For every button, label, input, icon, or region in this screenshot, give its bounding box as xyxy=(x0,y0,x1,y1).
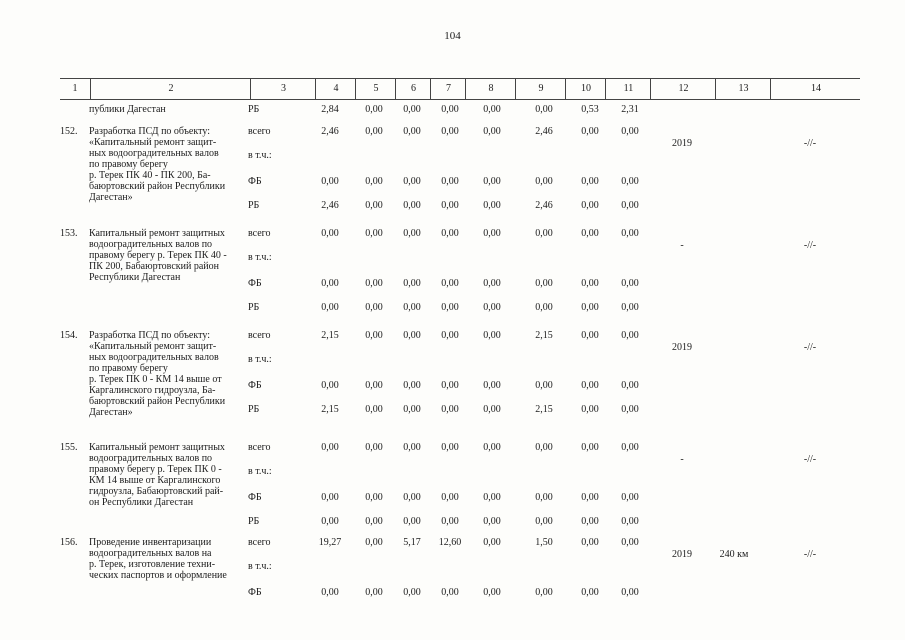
cell-value: 0,00 xyxy=(403,492,421,503)
row-number: 154. xyxy=(60,330,78,341)
cell-value: 0,00 xyxy=(581,228,599,239)
cell-value: 0,00 xyxy=(441,442,459,453)
cell-value: 0,00 xyxy=(321,587,339,598)
cell-value: 0,00 xyxy=(365,404,383,415)
description-line: он Республики Дагестан xyxy=(89,497,194,508)
funding-source: всего xyxy=(248,228,271,239)
cell-value: 0,00 xyxy=(581,200,599,211)
cell-value: 0,00 xyxy=(581,126,599,137)
cell-value: 5,17 xyxy=(403,537,421,548)
cell-value: 0,00 xyxy=(535,278,553,289)
cell-value: 0,00 xyxy=(321,302,339,313)
cell-value: 0,00 xyxy=(483,442,501,453)
cell-value: 19,27 xyxy=(318,537,342,548)
description-line: р. Терек ПК 40 - ПК 200, Ба- xyxy=(89,170,211,181)
description-line: по правому берегу xyxy=(89,159,168,170)
cell-value: 0,00 xyxy=(621,278,639,289)
cell-value: 0,00 xyxy=(321,176,339,187)
header-col-8: 8 xyxy=(465,79,516,99)
cell-value: 0,00 xyxy=(581,404,599,415)
cell-value: 0,00 xyxy=(483,537,501,548)
column-number-header xyxy=(60,78,860,100)
cell-value: 0,00 xyxy=(441,104,459,115)
header-col-4: 4 xyxy=(315,79,356,99)
description-line: ных водооградительных валов xyxy=(89,148,219,159)
funding-source: в т.ч.: xyxy=(248,561,272,572)
cell-value: 2,15 xyxy=(321,404,339,415)
cell-value: 0,00 xyxy=(581,516,599,527)
description-line: ных водооградительных валов xyxy=(89,352,219,363)
cell-value: 0,00 xyxy=(535,302,553,313)
cell-value: 0,00 xyxy=(441,516,459,527)
description-line: гидроузла, Бабаюртовский рай- xyxy=(89,486,224,497)
cell-value: 0,00 xyxy=(483,278,501,289)
cell-value: 0,00 xyxy=(441,176,459,187)
header-col-5: 5 xyxy=(355,79,396,99)
cell-value: 0,00 xyxy=(441,228,459,239)
cell-value: 0,00 xyxy=(441,200,459,211)
cell-value: 0,00 xyxy=(483,404,501,415)
row-description xyxy=(89,104,241,115)
row-number: 155. xyxy=(60,442,78,453)
header-col-14: 14 xyxy=(770,79,861,99)
funding-source: ФБ xyxy=(248,492,262,503)
header-col-1: 1 xyxy=(72,83,78,94)
cell-value: 0,53 xyxy=(581,104,599,115)
description-line: правому берегу р. Терек ПК 0 - xyxy=(89,464,222,475)
header-col-6: 6 xyxy=(395,79,431,99)
row-number: 156. xyxy=(60,537,78,548)
header-col-11: 11 xyxy=(605,79,651,99)
funding-source: РБ xyxy=(248,516,260,527)
cell-value: 0,00 xyxy=(441,330,459,341)
header-col-2: 2 xyxy=(90,79,251,99)
description-line: баюртовский район Республики xyxy=(89,396,226,407)
funding-source: ФБ xyxy=(248,587,262,598)
description-line: правому берегу р. Терек ПК 40 - xyxy=(89,250,227,261)
description-line: баюртовский район Республики xyxy=(89,181,226,192)
cell-value: 12,60 xyxy=(438,537,462,548)
cell-value: 0,00 xyxy=(365,200,383,211)
cell-value: 0,00 xyxy=(403,278,421,289)
cell-value: 0,00 xyxy=(365,516,383,527)
cell-value: 0,00 xyxy=(621,228,639,239)
cell-value: 0,00 xyxy=(581,537,599,548)
cell-value: 0,00 xyxy=(581,380,599,391)
cell-value: 1,50 xyxy=(535,537,553,548)
cell-value: 0,00 xyxy=(365,302,383,313)
description-line: ческих паспортов и оформление xyxy=(89,570,227,581)
cell-value: 2,46 xyxy=(321,200,339,211)
funding-source: ФБ xyxy=(248,176,262,187)
cell-value: 0,00 xyxy=(535,492,553,503)
cell-value: 0,00 xyxy=(483,104,501,115)
cell-value: 0,00 xyxy=(321,442,339,453)
header-col-12: 12 xyxy=(650,79,716,99)
header-col-3: 3 xyxy=(250,79,316,99)
year-cell: 2019 xyxy=(672,342,692,353)
cell-value: 0,00 xyxy=(621,126,639,137)
cell-value: 0,00 xyxy=(483,200,501,211)
header-col-9: 9 xyxy=(515,79,566,99)
unit-cell: 240 км xyxy=(719,549,749,560)
cell-value: 0,00 xyxy=(621,587,639,598)
cell-value: 0,00 xyxy=(441,404,459,415)
page-number: 104 xyxy=(444,30,461,42)
cell-value: 0,00 xyxy=(403,200,421,211)
cell-value: 0,00 xyxy=(403,302,421,313)
cell-value: 0,00 xyxy=(535,442,553,453)
description-line: Дагестан» xyxy=(89,192,133,203)
description-line: р. Терек, изготовление техни- xyxy=(89,559,216,570)
description-line: Разработка ПСД по объекту: xyxy=(89,126,210,137)
year-cell: - xyxy=(680,240,684,251)
description-line: «Капитальный ремонт защит- xyxy=(89,341,217,352)
cell-value: 0,00 xyxy=(403,330,421,341)
note-cell: -//- xyxy=(803,240,817,251)
note-cell: -//- xyxy=(803,138,817,149)
note-cell: -//- xyxy=(803,342,817,353)
cell-value: 0,00 xyxy=(581,492,599,503)
cell-value: 0,00 xyxy=(441,492,459,503)
cell-value: 0,00 xyxy=(403,516,421,527)
funding-source: ФБ xyxy=(248,380,262,391)
description-line: Дагестан» xyxy=(89,407,133,418)
cell-value: 0,00 xyxy=(483,126,501,137)
funding-source: в т.ч.: xyxy=(248,150,272,161)
cell-value: 2,15 xyxy=(321,330,339,341)
cell-value: 0,00 xyxy=(403,176,421,187)
cell-value: 0,00 xyxy=(441,126,459,137)
row-number: 153. xyxy=(60,228,78,239)
cell-value: 0,00 xyxy=(621,200,639,211)
cell-value: 0,00 xyxy=(621,330,639,341)
funding-source: в т.ч.: xyxy=(248,466,272,477)
row-number: 152. xyxy=(60,126,78,137)
cell-value: 0,00 xyxy=(581,587,599,598)
row-description xyxy=(89,228,241,283)
cell-value: 0,00 xyxy=(621,302,639,313)
cell-value: 0,00 xyxy=(365,492,383,503)
description-line: Капитальный ремонт защитных xyxy=(89,442,225,453)
cell-value: 0,00 xyxy=(403,126,421,137)
cell-value: 0,00 xyxy=(441,587,459,598)
cell-value: 0,00 xyxy=(403,404,421,415)
funding-source: всего xyxy=(248,126,271,137)
cell-value: 0,00 xyxy=(483,516,501,527)
cell-value: 2,46 xyxy=(535,126,553,137)
cell-value: 0,00 xyxy=(365,587,383,598)
cell-value: 0,00 xyxy=(535,516,553,527)
note-cell: -//- xyxy=(803,454,817,465)
cell-value: 0,00 xyxy=(403,104,421,115)
description-line: водооградительных валов по xyxy=(89,453,213,464)
note-cell: -//- xyxy=(803,549,817,560)
cell-value: 2,46 xyxy=(321,126,339,137)
cell-value: 0,00 xyxy=(535,587,553,598)
cell-value: 0,00 xyxy=(403,380,421,391)
cell-value: 0,00 xyxy=(581,176,599,187)
funding-source: РБ xyxy=(248,200,260,211)
cell-value: 0,00 xyxy=(321,516,339,527)
description-line: ПК 200, Бабаюртовский район xyxy=(89,261,219,272)
funding-source: РБ xyxy=(248,404,260,415)
cell-value: 2,84 xyxy=(321,104,339,115)
header-col-10: 10 xyxy=(565,79,606,99)
funding-source: ФБ xyxy=(248,278,262,289)
cell-value: 0,00 xyxy=(621,492,639,503)
description-line: по правому берегу xyxy=(89,363,168,374)
description-line: водооградительных валов на xyxy=(89,548,212,559)
description-line: Капитальный ремонт защитных xyxy=(89,228,225,239)
funding-source: всего xyxy=(248,330,271,341)
cell-value: 0,00 xyxy=(365,380,383,391)
cell-value: 2,31 xyxy=(621,104,639,115)
cell-value: 0,00 xyxy=(441,380,459,391)
cell-value: 0,00 xyxy=(365,126,383,137)
header-col-13: 13 xyxy=(715,79,771,99)
cell-value: 0,00 xyxy=(535,228,553,239)
description-line: водооградительных валов по xyxy=(89,239,213,250)
row-description xyxy=(89,537,241,581)
cell-value: 0,00 xyxy=(365,104,383,115)
year-cell: 2019 xyxy=(672,138,692,149)
cell-value: 0,00 xyxy=(621,176,639,187)
year-cell: 2019 xyxy=(672,549,692,560)
cell-value: 0,00 xyxy=(483,492,501,503)
description-line: «Капитальный ремонт защит- xyxy=(89,137,217,148)
header-col-7: 7 xyxy=(430,79,466,99)
cell-value: 0,00 xyxy=(365,442,383,453)
cell-value: 0,00 xyxy=(321,492,339,503)
description-line: КМ 14 выше от Каргалинского xyxy=(89,475,221,486)
cell-value: 0,00 xyxy=(483,302,501,313)
cell-value: 0,00 xyxy=(621,404,639,415)
cell-value: 0,00 xyxy=(403,442,421,453)
cell-value: 0,00 xyxy=(403,587,421,598)
cell-value: 0,00 xyxy=(621,516,639,527)
cell-value: 0,00 xyxy=(441,278,459,289)
cell-value: 2,15 xyxy=(535,404,553,415)
cell-value: 0,00 xyxy=(535,380,553,391)
description-line: Проведение инвентаризации xyxy=(89,537,212,548)
cell-value: 0,00 xyxy=(581,278,599,289)
cell-value: 0,00 xyxy=(441,302,459,313)
cell-value: 0,00 xyxy=(365,278,383,289)
description-line: р. Терек ПК 0 - КМ 14 выше от xyxy=(89,374,222,385)
description-line: публики Дагестан xyxy=(89,104,166,115)
funding-source: в т.ч.: xyxy=(248,252,272,263)
cell-value: 0,00 xyxy=(621,537,639,548)
row-description xyxy=(89,330,241,418)
cell-value: 0,00 xyxy=(321,380,339,391)
description-line: Каргалинского гидроузла, Ба- xyxy=(89,385,216,396)
description-line: Разработка ПСД по объекту: xyxy=(89,330,210,341)
cell-value: 2,46 xyxy=(535,200,553,211)
funding-source: РБ xyxy=(248,104,260,115)
cell-value: 0,00 xyxy=(365,176,383,187)
cell-value: 2,15 xyxy=(535,330,553,341)
cell-value: 0,00 xyxy=(483,380,501,391)
cell-value: 0,00 xyxy=(535,104,553,115)
cell-value: 0,00 xyxy=(321,228,339,239)
cell-value: 0,00 xyxy=(621,380,639,391)
cell-value: 0,00 xyxy=(581,330,599,341)
cell-value: 0,00 xyxy=(581,442,599,453)
year-cell: - xyxy=(680,454,684,465)
cell-value: 0,00 xyxy=(535,176,553,187)
cell-value: 0,00 xyxy=(483,228,501,239)
cell-value: 0,00 xyxy=(581,302,599,313)
funding-source: всего xyxy=(248,537,271,548)
cell-value: 0,00 xyxy=(403,228,421,239)
cell-value: 0,00 xyxy=(483,330,501,341)
funding-source: РБ xyxy=(248,302,260,313)
cell-value: 0,00 xyxy=(365,537,383,548)
description-line: Республики Дагестан xyxy=(89,272,181,283)
cell-value: 0,00 xyxy=(365,330,383,341)
cell-value: 0,00 xyxy=(321,278,339,289)
cell-value: 0,00 xyxy=(365,228,383,239)
funding-source: в т.ч.: xyxy=(248,354,272,365)
funding-source: всего xyxy=(248,442,271,453)
cell-value: 0,00 xyxy=(483,176,501,187)
cell-value: 0,00 xyxy=(483,587,501,598)
row-description xyxy=(89,442,241,508)
row-description xyxy=(89,126,241,203)
cell-value: 0,00 xyxy=(621,442,639,453)
